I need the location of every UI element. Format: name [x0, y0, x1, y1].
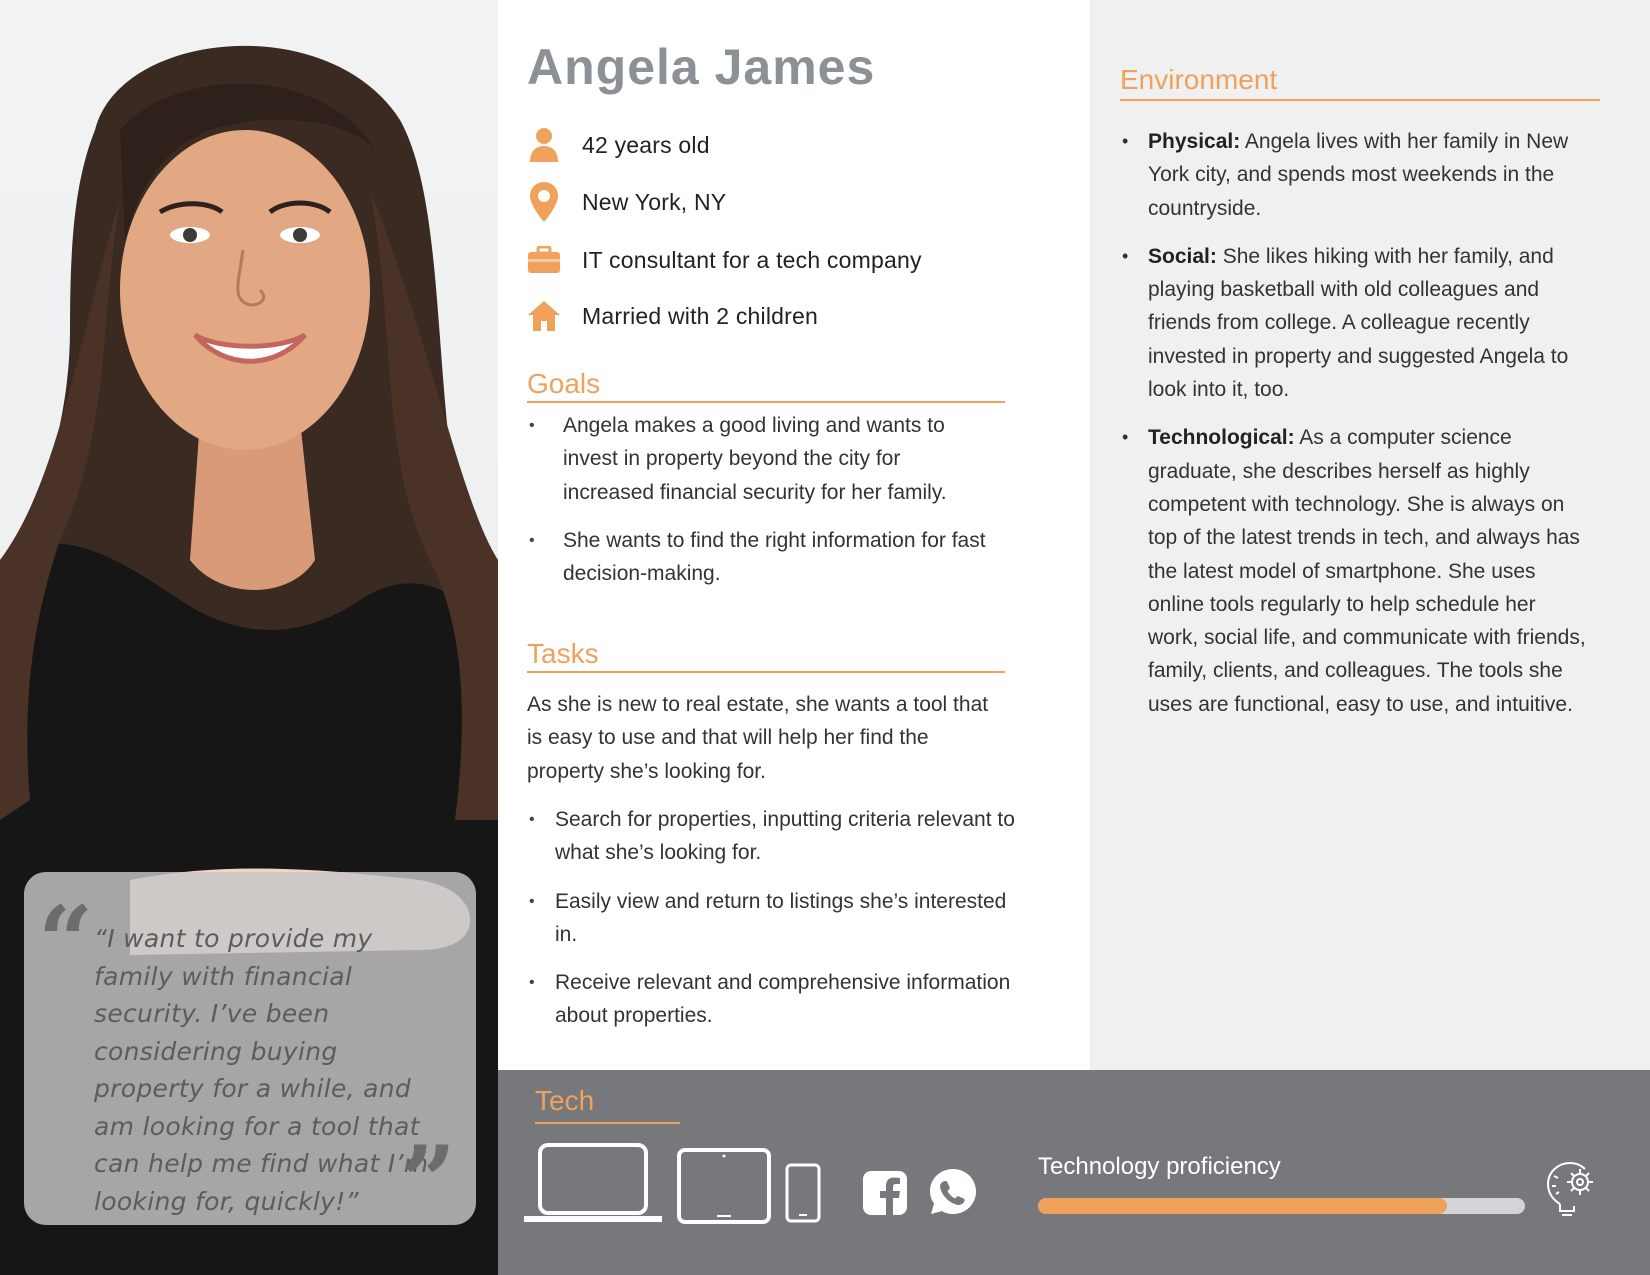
- location-pin-icon: [527, 182, 561, 222]
- tech-heading: Tech: [535, 1085, 595, 1116]
- goals-heading: Goals: [527, 368, 601, 399]
- environment-heading: Environment: [1120, 64, 1278, 95]
- list-item: • Angela makes a good living and wants to invest in property beyond the city for increased financial security for her family.: [527, 409, 987, 509]
- close-quote-icon: ”: [400, 1125, 456, 1239]
- tech-divider: [535, 1122, 680, 1124]
- tasks-heading: Tasks: [527, 638, 599, 669]
- briefcase-icon: [527, 240, 561, 280]
- proficiency-bar: [1038, 1198, 1525, 1214]
- list-item: • Social: She likes hiking with her family, and playing basketball with old colleagues and friends from college. A colleague recently invested in property and suggested Angela to look into it, too.: [1120, 240, 1590, 406]
- gear-lightbulb-icon: [1540, 1156, 1600, 1223]
- tasks-list: [527, 803, 1017, 1048]
- list-item: • Technological: As a computer science graduate, she describes herself as highly competent with technology. She is always on top of the latest trends in tech, and always has the latest model of smartphone. She uses online tools regularly to help schedule her work, social life, and communicate with friends, family, clients, and colleagues. The tools she uses are functional, easy to use, and intuitive.: [1120, 421, 1590, 721]
- environment-divider: [1120, 99, 1600, 101]
- laptop-icon: [523, 1142, 663, 1229]
- environment-list: [1120, 125, 1590, 736]
- list-item: • Easily view and return to listings she’s interested in.: [527, 885, 1017, 952]
- list-item: • Receive relevant and comprehensive information about properties.: [527, 966, 1017, 1033]
- persona-name: Angela James: [527, 39, 876, 95]
- facebook-icon: [862, 1170, 908, 1221]
- fact-age: 42 years old: [527, 125, 561, 165]
- fact-family: Married with 2 children: [527, 296, 561, 336]
- tasks-intro: As she is new to real estate, she wants a tool that is easy to use and that will help her find the property she’s looking for.: [527, 693, 989, 783]
- persona-photo: [0, 0, 498, 1275]
- proficiency-fill: [1038, 1198, 1447, 1214]
- fact-location: New York, NY: [527, 182, 561, 222]
- whatsapp-icon: [928, 1167, 978, 1222]
- smartphone-icon: [785, 1163, 821, 1228]
- person-icon: [527, 125, 561, 165]
- list-item: • Physical: Angela lives with her family in New York city, and spends most weekends in the countryside.: [1120, 125, 1590, 225]
- open-quote-icon: “: [38, 885, 94, 998]
- goals-list: [527, 409, 987, 605]
- tasks-divider: [527, 671, 1005, 673]
- goals-divider: [527, 401, 1005, 403]
- fact-occupation: IT consultant for a tech company: [527, 240, 561, 280]
- tablet-icon: [677, 1148, 771, 1229]
- quote-box: [24, 872, 476, 1239]
- persona-quote: “I want to provide my family with financial security. I’ve been considering buying property for a while, and am looking for a tool that can help me find what I’m looking for, quickly!”: [94, 924, 429, 1216]
- proficiency-label: Technology proficiency: [1038, 1153, 1281, 1180]
- house-icon: [527, 296, 561, 336]
- list-item: • She wants to find the right information for fast decision-making.: [527, 524, 987, 591]
- list-item: • Search for properties, inputting criteria relevant to what she’s looking for.: [527, 803, 1017, 870]
